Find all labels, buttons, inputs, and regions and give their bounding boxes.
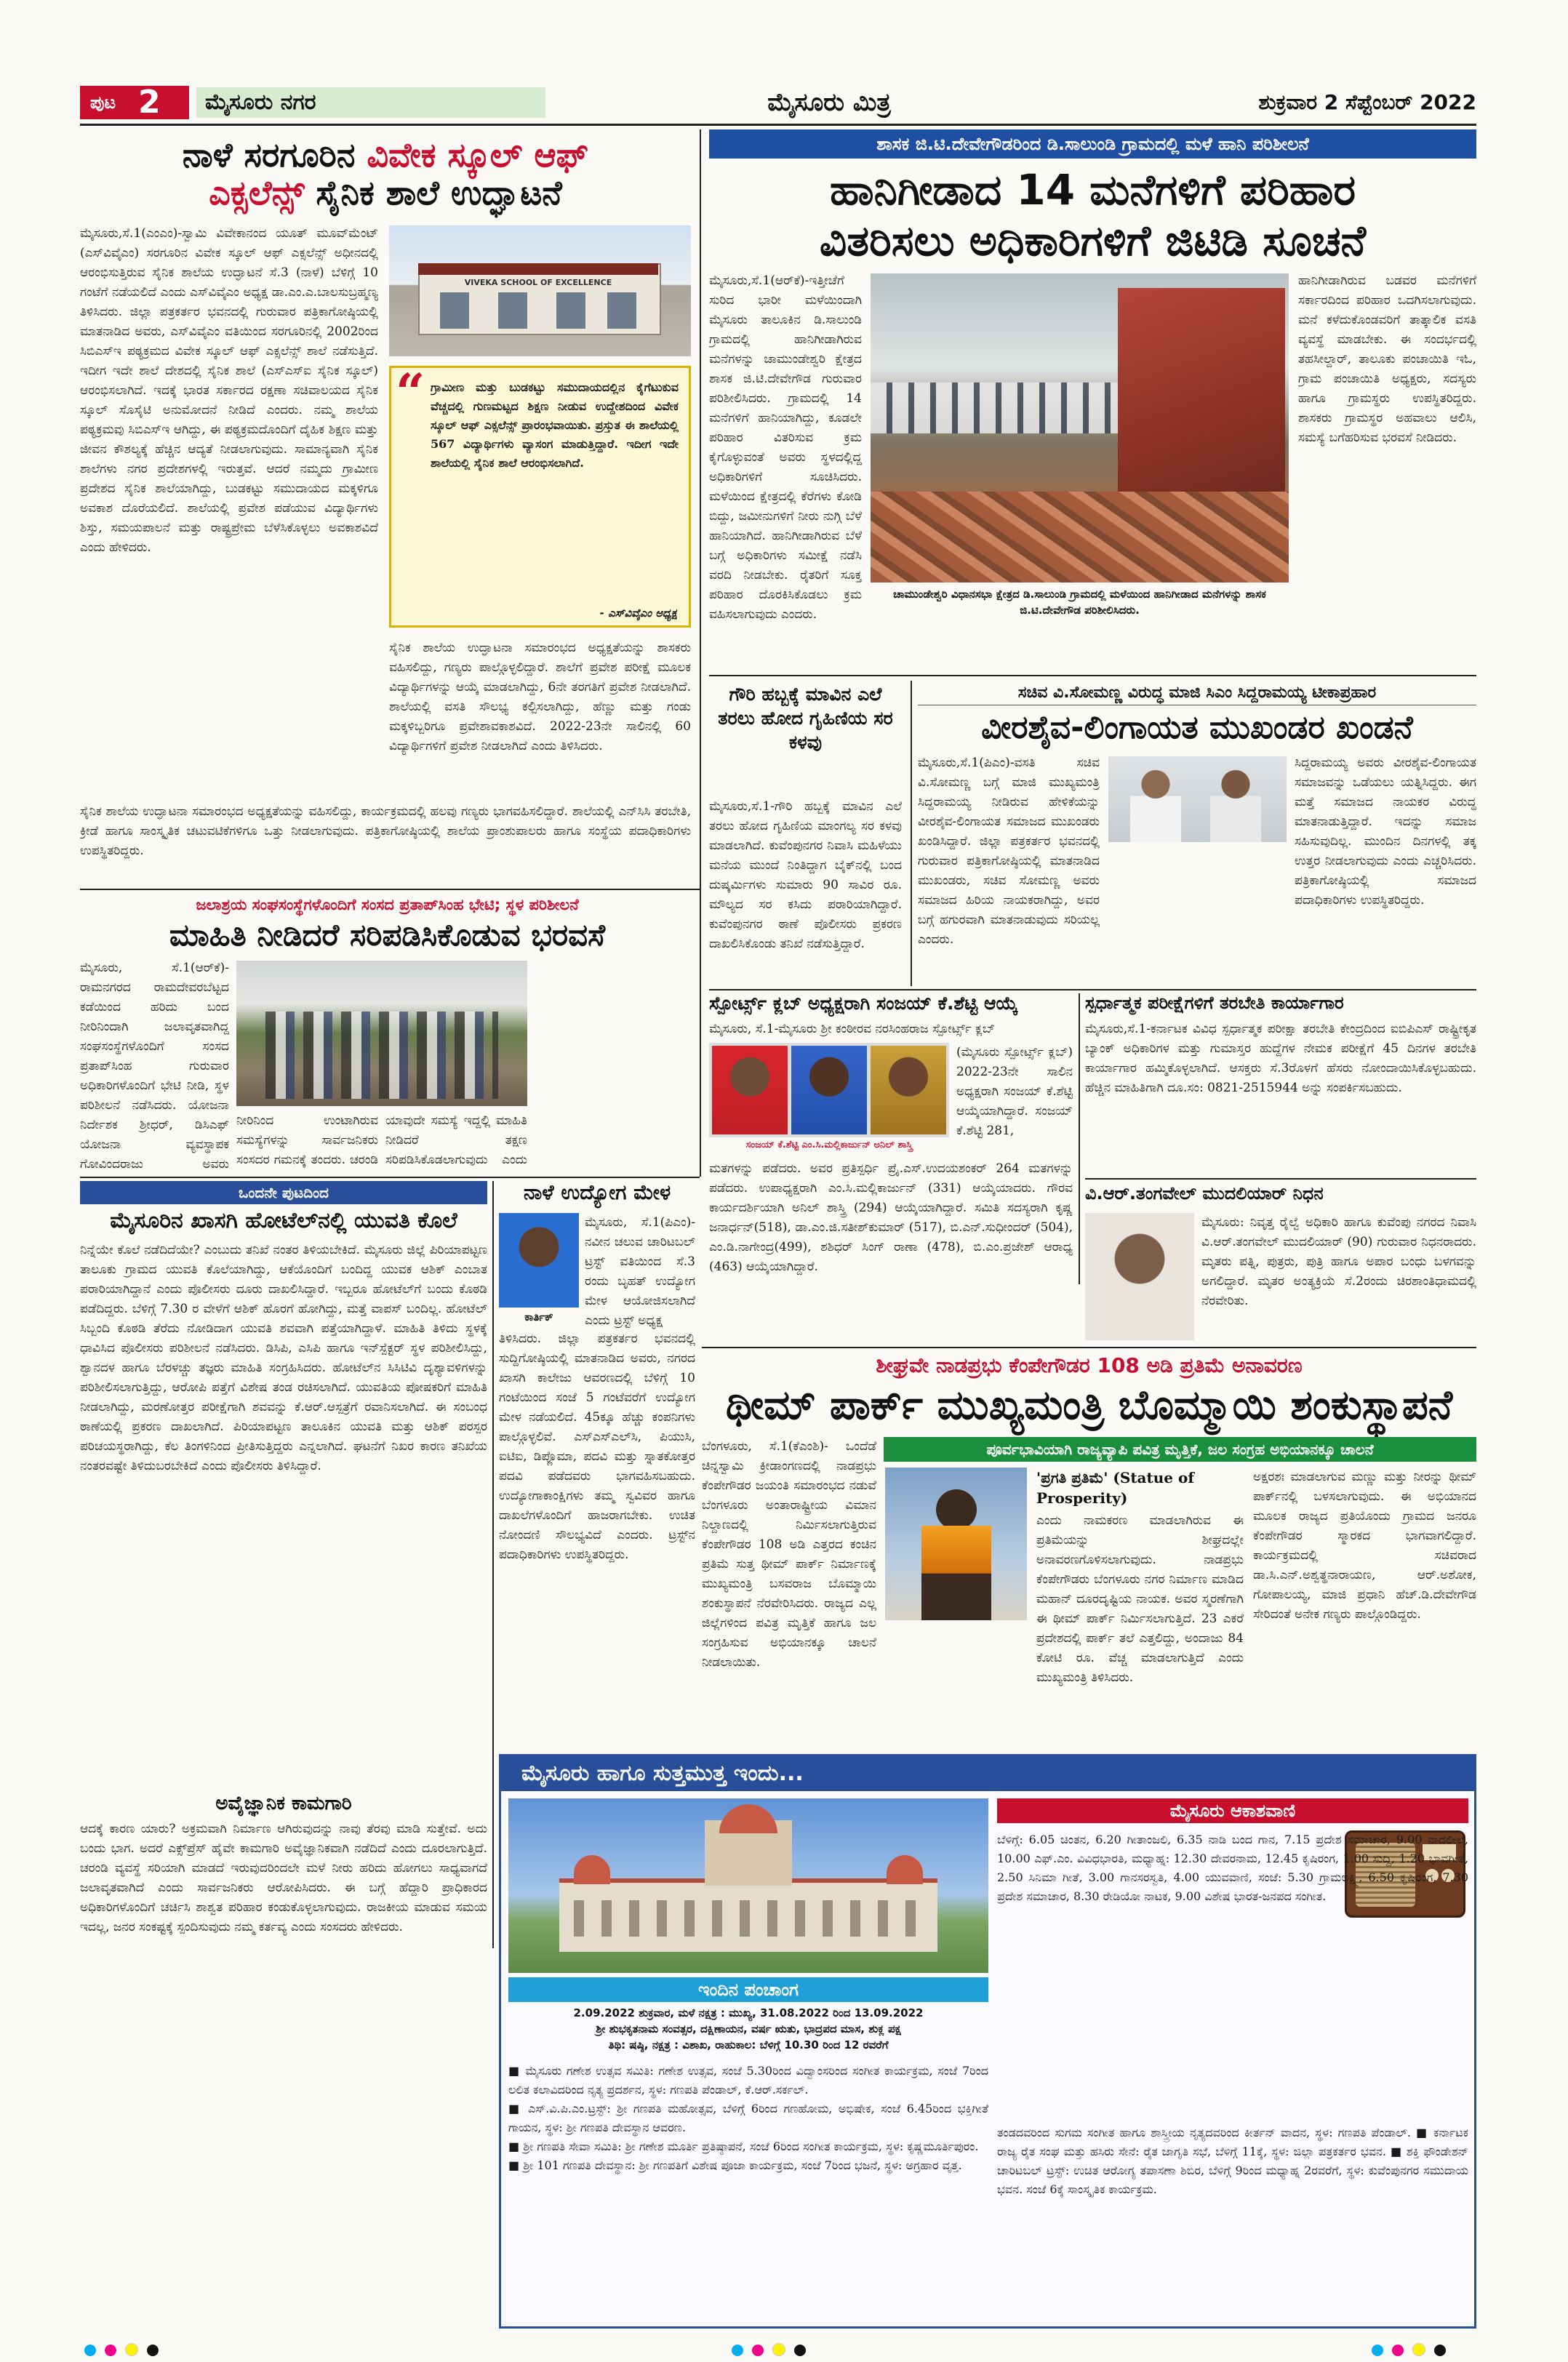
murder-headline: ಮೈಸೂರಿನ ಖಾಸಗಿ ಹೋಟೆಲ್‌ನಲ್ಲಿ ಯುವತಿ ಕೊಲೆ bbox=[110, 1208, 457, 1233]
job-fair-photo-caption: ಕಾರ್ತಿಕ್ bbox=[524, 1310, 553, 1324]
pratap-headline: ಮಾಹಿತಿ ನೀಡಿದರೆ ಸರಿಪಡಿಸಿಕೊಡುವ ಭರವಸೆ bbox=[169, 917, 606, 953]
print-registration-dots-center bbox=[727, 2343, 873, 2358]
registration-dot bbox=[125, 2343, 138, 2356]
viveka-quote-attrib: - ಎಸ್‌ವಿವೈಎಂ ಅಧ್ಯಕ್ಷ bbox=[599, 606, 677, 620]
job-fair-body: ತಿಳಿಸಿದರು. ಜಿಲ್ಲಾ ಪತ್ರಕರ್ತರ ಭವನದಲ್ಲಿ ಸುದ್ದಿಗೋಷ್ಠಿಯಲ್ಲಿ ಮಾತನಾಡಿದ ಅವರು, ನಗರದ ಖಾಸಗಿ ಕಾಲೇಜು ಆವರಣದಲ್ಲಿ ಬೆಳಿಗ್ಗೆ 10 ಗಂಟೆಯಿಂದ ಸಂಜೆ 5 ಗಂಟೆವರೆಗೆ ಉದ್ಯೋಗ ಮೇಳ ನಡೆಯಲಿದೆ. 45ಕ್ಕೂ ಹೆಚ್ಚು ಕಂಪನಿಗಳು ಪಾಲ್ಗೊಳ್ಳಲಿವೆ. ಎಸ್‌ಎಸ್‌ಎಲ್‌ಸಿ, ಪಿಯುಸಿ, ಐಟಿಐ, ಡಿಪ್ಲೊಮಾ, ಪದವಿ ಮತ್ತು ಸ್ನಾತಕೋತ್ತರ ಪದವಿ ಪಡೆದವರು ಭಾಗವಹಿಸಬಹುದು. ಉದ್ಯೋಗಾಕಾಂಕ್ಷಿಗಳು ತಮ್ಮ ಸ್ವವಿವರ ಹಾಗೂ ದಾಖಲೆಗಳೊಂದಿಗೆ ಹಾಜರಾಗಬೇಕು. ಉಚಿತ ನೋಂದಣಿ ಸೌಲಭ್ಯವಿದೆ ಎಂದರು. ಟ್ರಸ್ಟ್‌ನ ಪದಾಧಿಕಾರಿಗಳು ಉಪಸ್ಥಿತರಿದ್ದರು. bbox=[499, 1332, 695, 1562]
sports-club-side: (ಮೈಸೂರು ಸ್ಪೋರ್ಟ್ಸ್ ಕ್ಲಬ್) 2022-23ನೇ ಸಾಲಿನ ಅಧ್ಯಕ್ಷರಾಗಿ ಸಂಜಯ್ ಕೆ.ಶೆಟ್ಟಿ ಆಯ್ಕೆಯಾಗಿದ್ದಾರೆ. ಸಂಜಯ್ ಕೆ.ಶೆಟ್ಟಿ 281, bbox=[956, 1045, 1073, 1138]
gauri-body: ಮೈಸೂರು,ಸೆ.1-ಗೌರಿ ಹಬ್ಬಕ್ಕೆ ಮಾವಿನ ಎಲೆ ತರಲು ಹೋದ ಗೃಹಿಣಿಯ ಮಾಂಗಲ್ಯ ಸರ ಕಳವು ಮಾಡಲಾಗಿದೆ. ಕುವೆಂಪುನಗರ ನಿವಾಸಿ ಮಹಿಳೆಯು ಮನೆಯ ಮುಂದೆ ನಿಂತಿದ್ದಾಗ ಬೈಕ್‌ನಲ್ಲಿ ಬಂದ ದುಷ್ಕರ್ಮಿಗಳು ಸುಮಾರು 90 ಸಾವಿರ ರೂ. ಮೌಲ್ಯದ ಸರ ಕಸಿದು ಪರಾರಿಯಾಗಿದ್ದಾರೆ. ಕುವೆಂಪುನಗರ ಠಾಣೆ ಪೊಲೀಸರು ಪ್ರಕರಣ ದಾಖಲಿಸಿಕೊಂಡು ತನಿಖೆ ನಡೆಸುತ್ತಿದ್ದಾರೆ. bbox=[709, 799, 902, 951]
page-header bbox=[80, 86, 1476, 119]
panchanga-line-2: ಶ್ರೀ ಶುಭಕೃತನಾಮ ಸಂವತ್ಸರ, ದಕ್ಷಿಣಾಯನ, ವರ್ಷ ಋತು, ಭಾದ್ರಪದ ಮಾಸ, ಶುಕ್ಲ ಪಕ್ಷ bbox=[596, 2022, 901, 2035]
registration-dot bbox=[105, 2345, 116, 2356]
issue-date: ಶುಕ್ರವಾರ 2 ಸೆಪ್ಟೆಂಬರ್ 2022 bbox=[1258, 90, 1476, 114]
masthead: ಮೈಸೂರು ಮಿತ್ರ bbox=[767, 88, 891, 117]
rule-comp-bottom bbox=[709, 675, 1476, 676]
somanna-leaders-photo bbox=[1108, 756, 1287, 842]
kempegowda-body-col1: ಬೆಂಗಳೂರು, ಸೆ.1(ಕೆಎಂಶಿ)- ಒಂದೆಡೆ ಚಿನ್ನಸ್ವಾಮಿ ಕ್ರೀಡಾಂಗಣದಲ್ಲಿ ನಾಡಪ್ರಭು ಕೆಂಪೇಗೌಡರ ಜಯಂತಿ ಸಮಾರಂಭದ ನಡುವೆ ಬೆಂಗಳೂರು ಅಂತಾರಾಷ್ಟ್ರೀಯ ವಿಮಾನ ನಿಲ್ದಾಣದಲ್ಲಿ ನಿರ್ಮಿಸಲಾಗುತ್ತಿರುವ ಕೆಂಪೇಗೌಡರ 108 ಅಡಿ ಎತ್ತರದ ಕಂಚಿನ ಪ್ರತಿಮೆ ಸುತ್ತ ಥೀಮ್ ಪಾರ್ಕ್ ನಿರ್ಮಾಣಕ್ಕೆ ಮುಖ್ಯಮಂತ್ರಿ ಬಸವರಾಜ ಬೊಮ್ಮಾಯಿ ಶಂಕುಸ್ಥಾಪನೆ ನೆರವೇರಿಸಿದರು. ರಾಜ್ಯದ ಎಲ್ಲ ಜಿಲ್ಲೆಗಳಿಂದ ಪವಿತ್ರ ಮೃತ್ತಿಕೆ ಹಾಗೂ ಜಲ ಸಂಗ್ರಹಿಸುವ ಅಭಿಯಾನಕ್ಕೂ ಚಾಲನೆ ನೀಡಲಾಯಿತು. bbox=[702, 1439, 876, 1670]
kempegowda-body-col4: ಅಕ್ಷರಶಃ ಮಾಡಲಾಗುವ ಮಣ್ಣು ಮತ್ತು ನೀರನ್ನು ಥೀಮ್ ಪಾರ್ಕ್‌ನಲ್ಲಿ ಬಳಸಲಾಗುವುದು. ಈ ಅಭಿಯಾನದ ಮೂಲಕ ರಾಜ್ಯದ ಪ್ರತಿಯೊಂದು ಗ್ರಾಮದ ಜನರೂ ಕೆಂಪೇಗೌಡರ ಸ್ಮಾರಕದ ಭಾಗವಾಗಲಿದ್ದಾರೆ. ಕಾರ್ಯಕ್ರಮದಲ್ಲಿ ಸಚಿವರಾದ ಡಾ.ಸಿ.ಎನ್.ಅಶ್ವತ್ಥನಾರಾಯಣ, ಆರ್.ಅಶೋಕ, ಗೋಪಾಲಯ್ಯ, ಮಾಜಿ ಪ್ರಧಾನಿ ಹೆಚ್.ಡಿ.ದೇವೇಗೌಡ ಸೇರಿದಂತೆ ಅನೇಕ ಗಣ್ಯರು ಪಾಲ್ಗೊಂಡಿದ್ದರು. bbox=[1253, 1470, 1476, 1622]
registration-dot bbox=[794, 2345, 806, 2356]
panchanga-title: ಇಂದಿನ ಪಂಚಾಂಗ bbox=[508, 1977, 988, 2002]
job-fair-portrait bbox=[499, 1213, 579, 1308]
rule-sports-bottom bbox=[702, 1347, 1476, 1348]
mysore-palace-photo bbox=[508, 1798, 988, 1973]
registration-dot bbox=[1434, 2345, 1446, 2356]
murder-article bbox=[80, 1181, 487, 1948]
kempegowda-quote-head: 'ಪ್ರಗತಿ ಪ್ರತಿಮೆ' (Statue of Prosperity) bbox=[1036, 1469, 1194, 1507]
kempegowda-headline: ಥೀಮ್ ಪಾರ್ಕ್ ಮುಖ್ಯಮಂತ್ರಿ ಬೊಮ್ಮಾಯಿ ಶಂಕುಸ್ಥಾಪನೆ bbox=[725, 1382, 1453, 1429]
portrait-mallikarjun bbox=[791, 1046, 867, 1134]
pratap-body-col3: ಯಾವುದೇ ಸಮಸ್ಯೆ ಇದ್ದಲ್ಲಿ ಮಾಹಿತಿ ನೀಡಿದರೆ ತಕ್ಷಣ ಸರಿಪಡಿಸಿಕೊಡಲಾಗುವುದು ಎಂದು bbox=[385, 1113, 527, 1167]
panchanga-line-1: 2.09.2022 ಶುಕ್ರವಾರ, ಮಳೆ ನಕ್ಷತ್ರ : ಮುಖ್ಯ, 31.08.2022 ರಿಂದ 13.09.2022 bbox=[573, 2006, 924, 2019]
radio-title: ಮೈಸೂರು ಆಕಾಶವಾಣಿ bbox=[997, 1798, 1468, 1823]
somanna-headline: ವೀರಶೈವ-ಲಿಂಗಾಯತ ಮುಖಂಡರ ಖಂಡನೆ bbox=[981, 709, 1413, 746]
kempegowda-article bbox=[702, 1351, 1476, 1751]
gauri-article bbox=[709, 681, 905, 986]
radio-schedule: ಬೆಳಿಗ್ಗೆ: 6.05 ಚಿಂತನ, 6.20 ಗೀತಾಂಜಲಿ, 6.35 ನಾಡಿ ಬಂದ ಗಾನ, 7.15 ಪ್ರದೇಶ ಸಮಾಚಾರ, 9.00 ನಾದಲೀಲೆ, 10.00 ಎಫ್.ಎಂ. ವಿವಿಧಭಾರತಿ, ಮಧ್ಯಾಹ್ನ: 12.30 ದೇವರನಾಮ, 12.45 ಕೃಷಿರಂಗ, 1.00 ಸುದ್ದಿ, 1.20 ಭಾವಗೀತೆ, 2.50 ಸಿನಿಮಾ ಗೀತೆ, 3.00 ಗಾನಸರಸ್ವತಿ, 4.00 ಯುವವಾಣಿ, ಸಂಜೆ: 5.30 ಗ್ರಾಮಲಕ್ಷ್ಮಿ, 6.50 ಕೃಷಿರಂಗ, 7.30 ಪ್ರದೇಶ ಸಮಾಚಾರ, 8.30 ರೇಡಿಯೋ ನಾಟಕ, 9.00 ವಿಶೇಷ ಭಾರತ-ಜನಪದ ಸಂಗೀತ. bbox=[997, 1833, 1468, 1903]
event-item: ■ ಶ್ರೀ ಗಣಪತಿ ಸೇವಾ ಸಮಿತಿ: ಶ್ರೀ ಗಣೇಶ ಮೂರ್ತಿ ಪ್ರತಿಷ್ಠಾಪನೆ, ಸಂಜೆ 6ರಿಂದ ಸಂಗೀತ ಕಾರ್ಯಕ್ರಮ, ಸ್ಥಳ: ಕೃಷ್ಣಮೂರ್ತಿಪುರಂ. bbox=[508, 2139, 979, 2153]
panchanga-panel bbox=[508, 1977, 988, 2057]
pratap-site-photo bbox=[236, 961, 527, 1106]
rain-damage-caption: ಚಾಮುಂಡೇಶ್ವರಿ ವಿಧಾನಸಭಾ ಕ್ಷೇತ್ರದ ಡಿ.ಸಾಲುಂಡಿ ಗ್ರಾಮದಲ್ಲಿ ಮಳೆಯಿಂದ ಹಾನಿಗೀಡಾದ ಮನೆಗಳನ್ನು ಶಾಸಕ ಜಿ.ಟಿ.ದೇವೇಗೌಡ ಪರಿಶೀಲಿಸಿದರು. bbox=[893, 588, 1266, 617]
unscientific-headline: ಅವೈಜ್ಞಾನಿಕ ಕಾಮಗಾರಿ bbox=[215, 1793, 352, 1814]
page-number: 2 bbox=[138, 84, 161, 121]
compensation-kicker: ಶಾಸಕ ಜಿ.ಟಿ.ದೇವೇಗೌಡರಿಂದ ಡಿ.ಸಾಲುಂಡಿ ಗ್ರಾಮದಲ್ಲಿ ಮಳೆ ಹಾನಿ ಪರಿಶೀಲನೆ bbox=[709, 129, 1476, 159]
sports-club-article bbox=[709, 993, 1073, 1284]
event-item: ■ ಎಸ್.ವಿ.ಪಿ.ಎಂ.ಟ್ರಸ್ಟ್: ಶ್ರೀ ಗಣಪತಿ ಮಹೋತ್ಸವ, ಬೆಳಿಗ್ಗೆ 6ರಿಂದ ಗಣಹೋಮ, ಅಭಿಷೇಕ, ಸಂಜೆ 6.45ರಿಂದ ಭಕ್ತಿಗೀತೆ ಗಾಯನ, ಸ್ಥಳ: ಶ್ರೀ ಗಣಪತಿ ದೇವಸ್ಥಾನ ಆವರಣ. bbox=[508, 2102, 988, 2134]
compensation-body-col3: ಹಾನಿಗೀಡಾಗಿರುವ ಬಡವರ ಮನೆಗಳಿಗೆ ಸರ್ಕಾರದಿಂದ ಪರಿಹಾರ ಒದಗಿಸಲಾಗುವುದು. ಮನೆ ಕಳೆದುಕೊಂಡವರಿಗೆ ತಾತ್ಕಾಲಿಕ ವಸತಿ ವ್ಯವಸ್ಥೆ ಮಾಡಬೇಕು. ಈ ಸಂದರ್ಭದಲ್ಲಿ ತಹಸೀಲ್ದಾರ್, ತಾಲೂಕು ಪಂಚಾಯಿತಿ ಇಓ, ಗ್ರಾಮ ಪಂಚಾಯಿತಿ ಅಧ್ಯಕ್ಷರು, ಸದಸ್ಯರು ಹಾಗೂ ಗ್ರಾಮಸ್ಥರು ಉಪಸ್ಥಿತರಿದ್ದರು. ಶಾಸಕರು ಗ್ರಾಮಸ್ಥರ ಅಹವಾಲು ಆಲಿಸಿ, ಸಮಸ್ಯೆ ಬಗೆಹರಿಸುವ ಭರವಸೆ ನೀಡಿದರು. bbox=[1298, 273, 1476, 445]
event-item: ■ ಶ್ರೀ 101 ಗಣಪತಿ ದೇವಸ್ಥಾನ: ಶ್ರೀ ಗಣಪತಿಗೆ ವಿಶೇಷ ಪೂಜಾ ಕಾರ್ಯಕ್ರಮ, ಸಂಜೆ 7ರಿಂದ ಭಜನೆ, ಸ್ಥಳ: ಅಗ್ರಹಾರ ವೃತ್ತ. bbox=[508, 2158, 962, 2172]
header-rule bbox=[80, 124, 1476, 126]
pratap-article bbox=[80, 893, 695, 1173]
obituary bbox=[1085, 1184, 1476, 1344]
portrait-anil bbox=[871, 1046, 946, 1134]
section-label: ಮೈಸೂರು ನಗರ bbox=[196, 87, 545, 118]
compensation-headline: ಹಾನಿಗೀಡಾದ 14 ಮನೆಗಳಿಗೆ ಪರಿಹಾರ ವಿತರಿಸಲು ಅಧಿಕಾರಿಗಳಿಗೆ ಜಿಟಿಡಿ ಸೂಚನೆ bbox=[819, 165, 1367, 265]
job-fair-article bbox=[499, 1181, 695, 1748]
col-divider-murder bbox=[492, 1181, 494, 1948]
pratap-body-col4 bbox=[537, 958, 693, 1173]
viveka-headline: ನಾಳೆ ಸರಗೂರಿನ ವಿವೇಕ ಸ್ಕೂಲ್ ಆಫ್ ಎಕ್ಸಲೆನ್ಸ್ ಸೈನಿಕ ಶಾಲೆ ಉದ್ಘಾಟನೆ bbox=[182, 135, 589, 212]
rain-damage-photo bbox=[871, 273, 1289, 583]
rule-pratap-bottom bbox=[80, 1177, 700, 1178]
kempegowda-body-col3: ಎಂದು ನಾಮಕರಣ ಮಾಡಲಾಗಿರುವ ಈ ಪ್ರತಿಮೆಯನ್ನು ಶೀಘ್ರದಲ್ಲೇ ಅನಾವರಣಗೊಳಿಸಲಾಗುವುದು. ನಾಡಪ್ರಭು ಕೆಂಪೇಗೌಡರು ಬೆಂಗಳೂರು ನಗರ ನಿರ್ಮಾಣ ಮಾಡಿದ ಮಹಾನ್ ದೂರದೃಷ್ಟಿಯ ನಾಯಕ. ಅವರ ಸ್ಮರಣೆಗಾಗಿ ಈ ಥೀಮ್ ಪಾರ್ಕ್ ನಿರ್ಮಿಸಲಾಗುತ್ತಿದೆ. 23 ಎಕರೆ ಪ್ರದೇಶದಲ್ಲಿ ಪಾರ್ಕ್ ತಲೆ ಎತ್ತಲಿದ್ದು, ಅಂದಾಜು 84 ಕೋಟಿ ರೂ. ವೆಚ್ಚ ಮಾಡಲಾಗುತ್ತಿದೆ ಎಂದು ಮುಖ್ಯಮಂತ್ರಿ ತಿಳಿಸಿದರು. bbox=[1036, 1513, 1244, 1685]
obituary-body: ಮೈಸೂರು: ನಿವೃತ್ತ ರೈಲ್ವೆ ಅಧಿಕಾರಿ ಹಾಗೂ ಕುವೆಂಪು ನಗರದ ನಿವಾಸಿ ವಿ.ಆರ್.ತಂಗವೇಲ್ ಮುದಲಿಯಾರ್ (90) ಗುರುವಾರ ನಿಧನರಾದರು. ಮೃತರು ಪತ್ನಿ, ಪುತ್ರರು, ಪುತ್ರಿ ಹಾಗೂ ಅಪಾರ ಬಂಧು ಬಳಗವನ್ನು ಅಗಲಿದ್ದಾರೆ. ಮೃತರ ಅಂತ್ಯಕ್ರಿಯೆ ಸೆ.2ರಂದು ಚಿರಶಾಂತಿಧಾಮದಲ್ಲಿ ನೆರವೇರಿತು. bbox=[1201, 1215, 1476, 1308]
col-divider-gauri bbox=[911, 681, 912, 986]
somanna-kicker: ಸಚಿವ ವಿ.ಸೋಮಣ್ಣ ವಿರುದ್ಧ ಮಾಜಿ ಸಿಎಂ ಸಿದ್ದರಾಮಯ್ಯ ಟೀಕಾಪ್ರಹಾರ bbox=[918, 681, 1476, 705]
panchanga-line-3: ತಿಥಿ: ಷಷ್ಠಿ, ನಕ್ಷತ್ರ : ವಿಶಾಖ, ರಾಹುಕಾಲ: ಬೆಳಿಗ್ಗೆ 10.30 ರಿಂದ 12 ರವರೆಗೆ bbox=[608, 2038, 889, 2051]
kempegowda-sub-banner: ಪೂರ್ವಭಾವಿಯಾಗಿ ರಾಜ್ಯವ್ಯಾಪಿ ಪವಿತ್ರ ಮೃತ್ತಿಕೆ, ಜಲ ಸಂಗ್ರಹ ಅಭಿಯಾನಕ್ಕೂ ಚಾಲನೆ bbox=[884, 1437, 1476, 1462]
registration-dot bbox=[1412, 2343, 1425, 2356]
viveka-quote-text: ಗ್ರಾಮೀಣ ಮತ್ತು ಬುಡಕಟ್ಟು ಸಮುದಾಯದಲ್ಲಿನ ಕೈಗೆಟುಕುವ ವೆಚ್ಚದಲ್ಲಿ ಗುಣಮಟ್ಟದ ಶಿಕ್ಷಣ ನೀಡುವ ಉದ್ದೇಶದಿಂದ ವಿವೇಕ ಸ್ಕೂಲ್ ಆಫ್ ಎಕ್ಸಲೆನ್ಸ್ ಪ್ರಾರಂಭವಾಯಿತು. ಪ್ರಸ್ತುತ ಈ ಶಾಲೆಯಲ್ಲಿ 567 ವಿದ್ಯಾರ್ಥಿಗಳು ವ್ಯಾಸಂಗ ಮಾಡುತ್ತಿದ್ದಾರೆ. ಇದೀಗ ಇದೇ ಶಾಲೆಯಲ್ಲಿ ಸೈನಿಕ ಶಾಲೆ ಆರಂಭಿಸಲಾಗಿದೆ. bbox=[431, 380, 679, 470]
events-list-right: ತಂಡದವರಿಂದ ಸುಗಮ ಸಂಗೀತ ಹಾಗೂ ಶಾಸ್ತ್ರೀಯ ನೃತ್ಯದವರಿಂದ ಕೀರ್ತನ್ ವಾದನ, ಸ್ಥಳ: ಗಣಪತಿ ಪೆಂಡಾಲ್. ■ ಕರ್ನಾಟಕ ರಾಜ್ಯ ರೈತ ಸಂಘ ಮತ್ತು ಹಸಿರು ಸೇನೆ: ರೈತ ಜಾಗೃತಿ ಸಭೆ, ಬೆಳಿಗ್ಗೆ 11ಕ್ಕೆ, ಸ್ಥಳ: ಜಿಲ್ಲಾ ಪತ್ರಕರ್ತರ ಭವನ. ■ ಶಕ್ತಿ ಫೌಂಡೇಶನ್ ಚಾರಿಟಬಲ್ ಟ್ರಸ್ಟ್: ಉಚಿತ ಆರೋಗ್ಯ ತಪಾಸಣಾ ಶಿಬಿರ, ಬೆಳಿಗ್ಗೆ 9ರಿಂದ ಮಧ್ಯಾಹ್ನ 2ರವರೆಗೆ, ಸ್ಥಳ: ಕುವೆಂಪುನಗರ ಸಮುದಾಯ ಭವನ. ಸಂಜೆ 6ಕ್ಕೆ ಸಾಂಸ್ಕೃತಿಕ ಕಾರ್ಯಕ್ರಮ. bbox=[997, 2126, 1468, 2196]
training-body: ಮೈಸೂರು,ಸೆ.1-ಕರ್ನಾಟಕ ವಿವಿಧ ಸ್ಪರ್ಧಾತ್ಮಕ ಪರೀಕ್ಷಾ ತರಬೇತಿ ಕೇಂದ್ರದಿಂದ ಐಬಿಪಿಎಸ್ ರಾಷ್ಟ್ರೀಕೃತ ಬ್ಯಾಂಕ್ ಅಧಿಕಾರಿಗಳ ಮತ್ತು ಗುಮಾಸ್ತರ ಹುದ್ದೆಗಳ ನೇಮಕ ಪರೀಕ್ಷೆಗೆ 45 ದಿನಗಳ ತರಬೇತಿ ಕಾರ್ಯಾಗಾರ ಹಮ್ಮಿಕೊಳ್ಳಲಾಗಿದೆ. ಆಸಕ್ತರು ಸೆ.3ರೊಳಗೆ ಹೆಸರು ನೋಂದಾಯಿಸಿಕೊಳ್ಳಬಹುದು. ಹೆಚ್ಚಿನ ಮಾಹಿತಿಗಾಗಿ ದೂ.ಸಂ: 0821-2515944 ಅನ್ನು ಸಂಪರ್ಕಿಸಬಹುದು. bbox=[1085, 1022, 1476, 1095]
sports-club-intro: ಮೈಸೂರು, ಸೆ.1-ಮೈಸೂರು ಶ್ರೀ ಕಂಠೀರವ ನರಸಿಂಹರಾಜ ಸ್ಪೋರ್ಟ್ಸ್ ಕ್ಲಬ್ bbox=[709, 1022, 995, 1036]
school-sign: VIVEKA SCHOOL OF EXCELLENCE bbox=[464, 278, 612, 287]
gauri-headline: ಗೌರಿ ಹಬ್ಬಕ್ಕೆ ಮಾವಿನ ಎಲೆ ತರಲು ಹೋದ ಗೃಹಿಣಿಯ ಸರ ಕಳವು bbox=[718, 684, 893, 753]
events-banner: ಮೈಸೂರು ಹಾಗೂ ಸುತ್ತಮುತ್ತ ಇಂದು... bbox=[501, 1756, 1474, 1791]
viveka-school-photo bbox=[389, 225, 691, 356]
print-registration-dots-left bbox=[80, 2343, 225, 2358]
sports-club-photos bbox=[709, 1043, 949, 1137]
somanna-body-col1: ಮೈಸೂರು,ಸೆ.1(ಪಿಎಂ)-ವಸತಿ ಸಚಿವ ವಿ.ಸೋಮಣ್ಣ ಬಗ್ಗೆ ಮಾಜಿ ಮುಖ್ಯಮಂತ್ರಿ ಸಿದ್ದರಾಮಯ್ಯ ನೀಡಿರುವ ಹೇಳಿಕೆಯನ್ನು ವೀರಶೈವ-ಲಿಂಗಾಯತ ಸಮಾಜದ ಮುಖಂಡರು ಖಂಡಿಸಿದ್ದಾರೆ. ಜಿಲ್ಲಾ ಪತ್ರಕರ್ತರ ಭವನದಲ್ಲಿ ಗುರುವಾರ ಪತ್ರಿಕಾಗೋಷ್ಠಿಯಲ್ಲಿ ಮಾತನಾಡಿದ ಮುಖಂಡರು, ಸಚಿವ ಸೋಮಣ್ಣ ಅವರು ಸಮಾಜದ ಹಿರಿಯ ನಾಯಕರಾಗಿದ್ದು, ಅವರ ಬಗ್ಗೆ ಹಗುರವಾಗಿ ಮಾತನಾಡುವುದು ಸರಿಯಲ್ಲ ಎಂದರು. bbox=[918, 756, 1100, 947]
training-article bbox=[1085, 993, 1476, 1175]
pratap-body-col2: ನೀರಿನಿಂದ ಉಂಟಾಗಿರುವ ಸಮಸ್ಯೆಗಳನ್ನು ಸಾರ್ವಜನಿಕರು ಸಂಸದರ ಗಮನಕ್ಕೆ ತಂದರು. ಚರಂಡಿ bbox=[236, 1113, 378, 1167]
events-list-left bbox=[508, 2062, 988, 2325]
radio-panel bbox=[997, 1798, 1468, 2118]
registration-dot bbox=[752, 2345, 764, 2356]
pratap-body-col1: ಮೈಸೂರು, ಸೆ.1(ಆರ್‌ಕೆ)- ರಾಮನಗರದ ರಾಮದೇವರಬೆಟ್ಟದ ಕಡೆಯಿಂದ ಹರಿದು ಬಂದ ನೀರಿನಿಂದಾಗಿ ಜಲಾವೃತವಾಗಿದ್ದ ಸಂಘಸಂಸ್ಥೆಗಳೊಂದಿಗೆ ಸಂಸದ ಪ್ರತಾಪ್‌ಸಿಂಹ ಗುರುವಾರ ಅಧಿಕಾರಿಗಳೊಂದಿಗೆ ಭೇಟಿ ನೀಡಿ, ಸ್ಥಳ ಪರಿಶೀಲನೆ ನಡೆಸಿದರು. ಯೋಜನಾ ನಿರ್ದೇಶಕ ಶ್ರೀಧರ್, ಡಿಸಿಎಫ್ ಯೋಜನಾ ವ್ಯವಸ್ಥಾಪಕ ಗೋವಿಂದರಾಜು ಅವರು bbox=[80, 961, 229, 1172]
registration-dot bbox=[732, 2345, 743, 2356]
quote-mark: “ bbox=[396, 362, 425, 423]
portrait-sanjay bbox=[712, 1046, 788, 1134]
events-box bbox=[499, 1754, 1476, 2329]
viveka-article bbox=[80, 129, 691, 886]
obituary-portrait bbox=[1085, 1213, 1194, 1340]
sports-club-caption: ಸಂಜಯ್ ಕೆ.ಶೆಟ್ಟಿ ಎಂ.ಸಿ.ಮಲ್ಲಿಕಾರ್ಜುನ್ ಅನಿಲ್ ಶಾಸ್ತ್ರಿ bbox=[745, 1140, 913, 1150]
rule-training-bottom bbox=[1085, 1178, 1476, 1180]
continued-banner: ಒಂದನೇ ಪುಟದಿಂದ bbox=[80, 1181, 487, 1204]
print-registration-dots-right bbox=[1367, 2343, 1513, 2358]
compensation-article bbox=[709, 129, 1476, 675]
page-number-box bbox=[80, 86, 189, 119]
kempegowda-kicker: ಶೀಘ್ರವೇ ನಾಡಪ್ರಭು ಕೆಂಪೇಗೌಡರ 108 ಅಡಿ ಪ್ರತಿಮೆ ಅನಾವರಣ bbox=[876, 1353, 1303, 1377]
col-divider-left bbox=[700, 129, 701, 1177]
leader-photo-1 bbox=[1130, 765, 1181, 842]
kempegowda-statue-photo bbox=[885, 1468, 1027, 1620]
job-fair-body-side: ಮೈಸೂರು, ಸೆ.1(ಪಿಎಂ)-ನವೀನ ಚಲುವ ಚಾರಿಟಬಲ್ ಟ್ರಸ್ಟ್ ವತಿಯಿಂದ ಸೆ.3 ರಂದು ಬೃಹತ್ ಉದ್ಯೋಗ ಮೇಳ ಆಯೋಜಿಸಲಾಗಿದೆ ಎಂದು ಟ್ರಸ್ಟ್ ಅಧ್ಯಕ್ಷ bbox=[585, 1215, 695, 1328]
sports-club-headline: ಸ್ಪೋರ್ಟ್ಸ್ ಕ್ಲಬ್ ಅಧ್ಯಕ್ಷರಾಗಿ ಸಂಜಯ್ ಕೆ.ಶೆಟ್ಟಿ ಆಯ್ಕೆ bbox=[709, 993, 1018, 1014]
compensation-body-col1: ಮೈಸೂರು,ಸೆ.1(ಆರ್‌ಕೆ)-ಇತ್ತೀಚೆಗೆ ಸುರಿದ ಭಾರೀ ಮಳೆಯಿಂದಾಗಿ ಮೈಸೂರು ತಾಲೂಕಿನ ಡಿ.ಸಾಲುಂಡಿ ಗ್ರಾಮದಲ್ಲಿ ಹಾನಿಗೀಡಾಗಿರುವ ಮನೆಗಳನ್ನು ಚಾಮುಂಡೇಶ್ವರಿ ಕ್ಷೇತ್ರದ ಶಾಸಕ ಜಿ.ಟಿ.ದೇವೇಗೌಡ ಗುರುವಾರ ಪರಿಶೀಲಿಸಿದರು. ಗ್ರಾಮದಲ್ಲಿ 14 ಮನೆಗಳಿಗೆ ಹಾನಿಯಾಗಿದ್ದು, ಕೂಡಲೇ ಪರಿಹಾರ ವಿತರಿಸುವ ಕ್ರಮ ಕೈಗೊಳ್ಳುವಂತೆ ಅವರು ಸ್ಥಳದಲ್ಲಿದ್ದ ಅಧಿಕಾರಿಗಳಿಗೆ ಸೂಚಿಸಿದರು. ಮಳೆಯಿಂದ ಕ್ಷೇತ್ರದಲ್ಲಿ ಕೆರೆಗಳು ಕೋಡಿ ಬಿದ್ದು, ಜಮೀನುಗಳಿಗೆ ನೀರು ನುಗ್ಗಿ ಬೆಳೆ ಹಾನಿಯಾಗಿದೆ. ಹಾನಿಗೀಡಾಗಿರುವ ಬೆಳೆ ಬಗ್ಗೆ ಅಧಿಕಾರಿಗಳು ಸಮೀಕ್ಷೆ ನಡೆಸಿ ವರದಿ ನೀಡಬೇಕು. ರೈತರಿಗೆ ಸೂಕ್ತ ಪರಿಹಾರ ದೊರಕಿಸಿಕೊಡಲು ಕ್ರಮ ವಹಿಸಲಾಗುವುದು ಎಂದರು. bbox=[709, 273, 862, 622]
rule-somanna-bottom bbox=[709, 989, 1476, 990]
leader-photo-2 bbox=[1210, 765, 1261, 842]
viveka-body-full: ಸೈನಿಕ ಶಾಲೆಯ ಉದ್ಘಾಟನಾ ಸಮಾರಂಭದ ಅಧ್ಯಕ್ಷತೆಯನ್ನು ವಹಿಸಲಿದ್ದು, ಕಾರ್ಯಕ್ರಮದಲ್ಲಿ ಹಲವು ಗಣ್ಯರು ಭಾಗವಹಿಸಲಿದ್ದಾರೆ. ಶಾಲೆಯಲ್ಲಿ ಎನ್‌ಸಿಸಿ ತರಬೇತಿ, ಕ್ರೀಡೆ ಹಾಗೂ ಸಾಂಸ್ಕೃತಿಕ ಚಟುವಟಿಕೆಗಳಿಗೂ ಒತ್ತು ನೀಡಲಾಗುವುದು. ಪತ್ರಿಕಾಗೋಷ್ಠಿಯಲ್ಲಿ ಶಾಲೆಯ ಪ್ರಾಂಶುಪಾಲರು ಹಾಗೂ ಸಂಸ್ಥೆಯ ಪದಾಧಿಕಾರಿಗಳು ಉಪಸ್ಥಿತರಿದ್ದರು. bbox=[80, 804, 691, 858]
viveka-body-col2: ಸೈನಿಕ ಶಾಲೆಯ ಉದ್ಘಾಟನಾ ಸಮಾರಂಭದ ಅಧ್ಯಕ್ಷತೆಯನ್ನು ಶಾಸಕರು ವಹಿಸಲಿದ್ದು, ಗಣ್ಯರು ಪಾಲ್ಗೊಳ್ಳಲಿದ್ದಾರೆ. ಶಾಲೆಗೆ ಪ್ರವೇಶ ಪರೀಕ್ಷೆ ಮೂಲಕ ವಿದ್ಯಾರ್ಥಿಗಳನ್ನು ಆಯ್ಕೆ ಮಾಡಲಾಗಿದ್ದು, 6ನೇ ತರಗತಿಗೆ ಪ್ರವೇಶ ನೀಡಲಾಗಿದೆ. ಶಾಲೆಯಲ್ಲಿ ವಸತಿ ಸೌಲಭ್ಯ ಕಲ್ಪಿಸಲಾಗಿದ್ದು, ಹೆಣ್ಣು ಮತ್ತು ಗಂಡು ಮಕ್ಕಳಿಬ್ಬರಿಗೂ ಪ್ರವೇಶಾವಕಾಶವಿದೆ. 2022-23ನೇ ಸಾಲಿನಲ್ಲಿ 60 ವಿದ್ಯಾರ್ಥಿಗಳಿಗೆ ಪ್ರವೇಶ ನೀಡಲಾಗಿದೆ ಎಂದು ತಿಳಿಸಿದರು. bbox=[389, 641, 691, 753]
obituary-headline: ವಿ.ಆರ್.ತಂಗವೇಲ್ ಮುದಲಿಯಾರ್ ನಿಧನ bbox=[1085, 1183, 1324, 1204]
viveka-body-col1: ಮೈಸೂರು,ಸೆ.1(ಎಂಎಂ)-ಸ್ವಾಮಿ ವಿವೇಕಾನಂದ ಯೂತ್ ಮೂವ್‌ಮೆಂಟ್ (ಎಸ್‌ವಿವೈಎಂ) ಸರಗೂರಿನ ವಿವೇಕ ಸ್ಕೂಲ್ ಆಫ್ ಎಕ್ಸಲೆನ್ಸ್ ಅಧೀನದಲ್ಲಿ ಆರಂಭಿಸುತ್ತಿರುವ ಸೈನಿಕ ಶಾಲೆಯ ಉದ್ಘಾಟನೆ ಸೆ.3 (ನಾಳೆ) ಬೆಳಿಗ್ಗೆ 10 ಗಂಟೆಗೆ ನಡೆಯಲಿದೆ ಎಂದು ಎಸ್‌ವಿವೈಎಂ ಅಧ್ಯಕ್ಷ ಡಾ.ಎಂ.ಎ.ಬಾಲಸುಬ್ರಹ್ಮಣ್ಯ ತಿಳಿಸಿದರು. ಜಿಲ್ಲಾ ಪತ್ರಕರ್ತರ ಭವನದಲ್ಲಿ ಗುರುವಾರ ಪತ್ರಿಕಾಗೋಷ್ಠಿಯಲ್ಲಿ ಮಾತನಾಡಿದ ಅವರು, ಎಸ್‌ವಿವೈಎಂ ವತಿಯಿಂದ ಸರಗೂರಿನಲ್ಲಿ 2002ರಿಂದ ಸಿಬಿಎಸ್‌ಇ ಪಠ್ಯಕ್ರಮದ ವಿವೇಕ ಸ್ಕೂಲ್ ಆಫ್ ಎಕ್ಸಲೆನ್ಸ್ ಶಾಲೆ ನಡೆಸುತ್ತಿದೆ. ಇದೀಗ ಇದೇ ಶಾಲೆ ದೇಶದಲ್ಲಿ ಸೈನಿಕ ಶಾಲೆ (ಎಸ್‌ಎಸ್‌ಐ ಸೈನಿಕ ಸ್ಕೂಲ್) ಆರಂಭಿಸಲಾಗಿದೆ. ಇದಕ್ಕೆ ಭಾರತ ಸರ್ಕಾರದ ರಕ್ಷಣಾ ಸಚಿವಾಲಯದ ಸೈನಿಕ ಸ್ಕೂಲ್ ಸೊಸೈಟಿ ಅನುಮೋದನೆ ನೀಡಿದೆ ಎಂದರು. ನಮ್ಮ ಶಾಲೆಯ ಪಠ್ಯಕ್ರಮವು ಸಿಬಿಎಸ್‌ಇ ಆಗಿದ್ದು, ಈ ಪಠ್ಯಕ್ರಮದೊಂದಿಗೆ ದೈಹಿಕ ಶಿಕ್ಷಣ ಮತ್ತು ಜೀವನ ಕೌಶಲ್ಯಕ್ಕೆ ಹೆಚ್ಚಿನ ಆದ್ಯತೆ ನೀಡಲಾಗುವುದು. ಸಾಮಾನ್ಯವಾಗಿ ಸೈನಿಕ ಶಾಲೆಗಳು ನಗರ ಪ್ರದೇಶಗಳಲ್ಲಿ ಇರುತ್ತವೆ. ಆದರೆ ನಮ್ಮದು ಗ್ರಾಮೀಣ ಪ್ರದೇಶದ ಸೈನಿಕ ಶಾಲೆಯಾಗಿದ್ದು, ಬುಡಕಟ್ಟು ಸಮುದಾಯದ ಮಕ್ಕಳಿಗೂ ಅವಕಾಶ ದೊರೆಯಲಿದೆ. ಶಾಲೆಯಲ್ಲಿ ಪ್ರವೇಶ ಪಡೆಯುವ ವಿದ್ಯಾರ್ಥಿಗಳು ಶಿಸ್ತು, ಸಮಯಪಾಲನೆ ಮತ್ತು ರಾಷ್ಟ್ರಪ್ರೇಮ ಬೆಳೆಸಿಕೊಳ್ಳಲು ಅವಕಾಶವಿದೆ ಎಂದು ಹೇಳಿದರು. bbox=[80, 226, 378, 555]
somanna-body-col2 bbox=[1108, 848, 1287, 982]
somanna-body-col3: ಸಿದ್ದರಾಮಯ್ಯ ಅವರು ವೀರಶೈವ-ಲಿಂಗಾಯತ ಸಮಾಜವನ್ನು ಒಡೆಯಲು ಯತ್ನಿಸಿದ್ದರು. ಈಗ ಮತ್ತೆ ಸಮಾಜದ ನಾಯಕರ ವಿರುದ್ಧ ಮಾತನಾಡುತ್ತಿದ್ದಾರೆ. ಇದನ್ನು ಸಮಾಜ ಸಹಿಸುವುದಿಲ್ಲ. ಮುಂದಿನ ದಿನಗಳಲ್ಲಿ ತಕ್ಕ ಉತ್ತರ ನೀಡಲಾಗುವುದು ಎಂದು ಎಚ್ಚರಿಸಿದರು. ಪತ್ರಿಕಾಗೋಷ್ಠಿಯಲ್ಲಿ ಸಮಾಜದ ಪದಾಧಿಕಾರಿಗಳು ಉಪಸ್ಥಿತರಿದ್ದರು. bbox=[1295, 756, 1476, 908]
training-headline: ಸ್ಪರ್ಧಾತ್ಮಕ ಪರೀಕ್ಷೆಗಳಿಗೆ ತರಬೇತಿ ಕಾರ್ಯಾಗಾರ bbox=[1085, 993, 1344, 1013]
pratap-kicker: ಜಲಾಶ್ರಯ ಸಂಘಸಂಸ್ಥೆಗಳೊಂದಿಗೆ ಸಂಸದ ಪ್ರತಾಪ್‌ಸಿಂಹ ಭೇಟಿ; ಸ್ಥಳ ಪರಿಶೀಲನೆ bbox=[196, 896, 579, 913]
job-fair-headline: ನಾಳೆ ಉದ್ಯೋಗ ಮೇಳ bbox=[523, 1180, 671, 1204]
rule-viveka-bottom bbox=[80, 889, 700, 890]
page-label: ಪುಟ bbox=[90, 92, 116, 113]
registration-dot bbox=[1372, 2345, 1383, 2356]
murder-body: ನಿನ್ನೆಯೇ ಕೊಲೆ ನಡೆದಿದೆಯೇ? ಎಂಬುದು ತನಿಖೆ ನಂತರ ತಿಳಿಯಬೇಕಿದೆ. ಮೈಸೂರು ಜಿಲ್ಲೆ ಪಿರಿಯಾಪಟ್ಟಣ ತಾಲೂಕು ಗ್ರಾಮದ ಯುವತಿ ಕೊಲೆಯಾಗಿದ್ದು, ಆಕೆಯೊಂದಿಗೆ ಬಂದಿದ್ದ ಯುವಕ ಆಶಿಕ್ ಎಂಬಾತ ಪರಾರಿಯಾಗಿದ್ದಾನೆ ಎಂದು ಪೊಲೀಸರು ದೂರು ದಾಖಲಿಸಿದ್ದಾರೆ. ಇಬ್ಬರೂ ಹೋಟೆಲ್‌ಗೆ ಬಂದು ಕೊಠಡಿ ಪಡೆದಿದ್ದರು. ಬೆಳಿಗ್ಗೆ 7.30 ರ ವೇಳೆಗೆ ಆಶಿಕ್ ಹೊರಗೆ ಹೋಗಿದ್ದು, ಮತ್ತೆ ವಾಪಸ್ ಬಂದಿಲ್ಲ. ಹೋಟೆಲ್ ಸಿಬ್ಬಂದಿ ಕೊಠಡಿ ತೆರೆದು ನೋಡಿದಾಗ ಯುವತಿ ಶವವಾಗಿ ಪತ್ತೆಯಾಗಿದ್ದಾಳೆ. ಮಾಹಿತಿ ತಿಳಿದು ಸ್ಥಳಕ್ಕೆ ಧಾವಿಸಿದ ಪೊಲೀಸರು ಪರಿಶೀಲನೆ ನಡೆಸಿದರು. ಡಿಸಿಪಿ, ಎಸಿಪಿ ಹಾಗೂ ಇನ್‌ಸ್ಪೆಕ್ಟರ್ ಸ್ಥಳ ಪರಿಶೀಲಿಸಿದ್ದು, ಶ್ವಾನದಳ ಹಾಗೂ ಬೆರಳಚ್ಚು ತಜ್ಞರು ಮಾಹಿತಿ ಸಂಗ್ರಹಿಸಿದರು. ಹೋಟೆಲ್‌ನ ಸಿಸಿಟಿವಿ ದೃಶ್ಯಾವಳಿಗಳನ್ನು ಪರಿಶೀಲಿಸಲಾಗುತ್ತಿದ್ದು, ಆರೋಪಿ ಪತ್ತೆಗೆ ವಿಶೇಷ ತಂಡ ರಚಿಸಲಾಗಿದೆ. ಯುವತಿಯ ಪೋಷಕರಿಗೆ ಮಾಹಿತಿ ನೀಡಲಾಗಿದ್ದು, ಮರಣೋತ್ತರ ಪರೀಕ್ಷೆಗಾಗಿ ಶವವನ್ನು ಕೆ.ಆರ್.ಆಸ್ಪತ್ರೆಗೆ ರವಾನಿಸಲಾಗಿದೆ. ಈ ಸಂಬಂಧ ಠಾಣೆಯಲ್ಲಿ ಪ್ರಕರಣ ದಾಖಲಾಗಿದೆ. ಪಿರಿಯಾಪಟ್ಟಣ ತಾಲೂಕಿನ ಯುವತಿ ಮತ್ತು ಆಶಿಕ್ ಪರಸ್ಪರ ಪರಿಚಯಸ್ಥರಾಗಿದ್ದು, ಕೆಲ ತಿಂಗಳಿನಿಂದ ಪ್ರೀತಿಸುತ್ತಿದ್ದರು ಎನ್ನಲಾಗಿದೆ. ಘಟನೆಗೆ ನಿಖರ ಕಾರಣ ತನಿಖೆಯ ನಂತರವಷ್ಟೇ ತಿಳಿದುಬರಬೇಕಿದೆ ಎಂದು ಪೊಲೀಸರು ತಿಳಿಸಿದ್ದಾರೆ. bbox=[80, 1243, 487, 1473]
registration-dot bbox=[147, 2345, 159, 2356]
event-item: ■ ಮೈಸೂರು ಗಣೇಶ ಉತ್ಸವ ಸಮಿತಿ: ಗಣೇಶ ಉತ್ಸವ, ಸಂಜೆ 5.30ರಿಂದ ವಿದ್ವಾಂಸರಿಂದ ಸಂಗೀತ ಕಾರ್ಯಕ್ರಮ, ಸಂಜೆ 7ರಿಂದ ಲಲಿತ ಕಲಾವಿದರಿಂದ ನೃತ್ಯ ಪ್ರದರ್ಶನ, ಸ್ಥಳ: ಗಣಪತಿ ಪೆಂಡಾಲ್, ಕೆ.ಆರ್.ಸರ್ಕಲ್. bbox=[508, 2064, 988, 2097]
registration-dot bbox=[1392, 2345, 1404, 2356]
registration-dot bbox=[772, 2343, 785, 2356]
somanna-article bbox=[918, 681, 1476, 986]
unscientific-body: ಆದಕ್ಕೆ ಕಾರಣ ಯಾರು? ಅಕ್ರಮವಾಗಿ ನಿರ್ಮಾಣ ಆಗಿರುವುದನ್ನು ನಾವು ತೆರವು ಮಾಡಿ ಸುತ್ತೇವೆ. ಅದು ಬಂದು ಭಾಗ. ಅದರೆ ಎಕ್ಸ್‌ಪ್ರೆಸ್ ಹೈವೇ ಕಾಮಗಾರಿ ಅವೈಜ್ಞಾನಿಕವಾಗಿ ನಡೆದಿದೆ ಎಂದು ದೂರಲಾಗುತ್ತಿದೆ. ಚರಂಡಿ ವ್ಯವಸ್ಥೆ ಸರಿಯಾಗಿ ಮಾಡದೆ ಇರುವುದರಿಂದಲೇ ಮಳೆ ನೀರು ಹರಿದು ಹೋಗಲು ಸಾಧ್ಯವಾಗದೆ ಜಲಾವೃತವಾಗಿದೆ ಎಂದು ಸಾರ್ವಜನಿಕರು ಆರೋಪಿಸಿದರು. ಈ ಬಗ್ಗೆ ಹೆದ್ದಾರಿ ಪ್ರಾಧಿಕಾರದ ಅಧಿಕಾರಿಗಳೊಂದಿಗೆ ಚರ್ಚಿಸಿ ಶಾಶ್ವತ ಪರಿಹಾರ ಕಂಡುಕೊಳ್ಳಲಾಗುವುದು. ರಾಜಕೀಯ ಮಾಡುವ ಸಮಯ ಇದಲ್ಲ, ಜನರ ಸಂಕಷ್ಟಕ್ಕೆ ಸ್ಪಂದಿಸುವುದು ನಮ್ಮ ಕರ್ತವ್ಯ ಎಂದು ಸಂಸದರು ಹೇಳಿದರು. bbox=[80, 1822, 487, 1934]
registration-dot bbox=[84, 2345, 96, 2356]
sports-club-body: ಮತಗಳನ್ನು ಪಡೆದರು. ಅವರ ಪ್ರತಿಸ್ಪರ್ಧಿ ಪ್ರೈ.ಎಸ್.ಉದಯಶಂಕರ್ 264 ಮತಗಳನ್ನು ಪಡೆದರು. ಉಪಾಧ್ಯಕ್ಷರಾಗಿ ಎಂ.ಸಿ.ಮಲ್ಲಿಕಾರ್ಜುನ್ (331) ಆಯ್ಕೆಯಾದರು. ಗೌರವ ಕಾರ್ಯದರ್ಶಿಯಾಗಿ ಅನಿಲ್ ಶಾಸ್ತ್ರಿ (294) ಆಯ್ಕೆಯಾಗಿದ್ದಾರೆ. ಸಮಿತಿ ಸದಸ್ಯರಾಗಿ ಕೃಷ್ಣ ಜನಾರ್ಧನ್(518), ಡಾ.ಎಂ.ಜಿ.ಸತೀಶ್‌ಕುಮಾರ್ (517), ಬಿ.ಎನ್.ಸುಧೀಂದರ್ (504), ಎಂ.ಡಿ.ನಾಗೇಂದ್ರ(499), ಶಶಿಧರ್ ಸಿಂಗ್ ರಾಣಾ (478), ಬಿ.ಎಂ.ಪ್ರಜೇಶ್ ಆರಾಧ್ಯ (463) ಆಯ್ಕೆಯಾಗಿದ್ದಾರೆ. bbox=[709, 1161, 1073, 1274]
compensation-body-bottom bbox=[871, 627, 1289, 670]
kempegowda-body-col2 bbox=[885, 1624, 1027, 1749]
viveka-quote-box bbox=[389, 362, 691, 628]
col-divider-sports bbox=[1079, 993, 1080, 1284]
